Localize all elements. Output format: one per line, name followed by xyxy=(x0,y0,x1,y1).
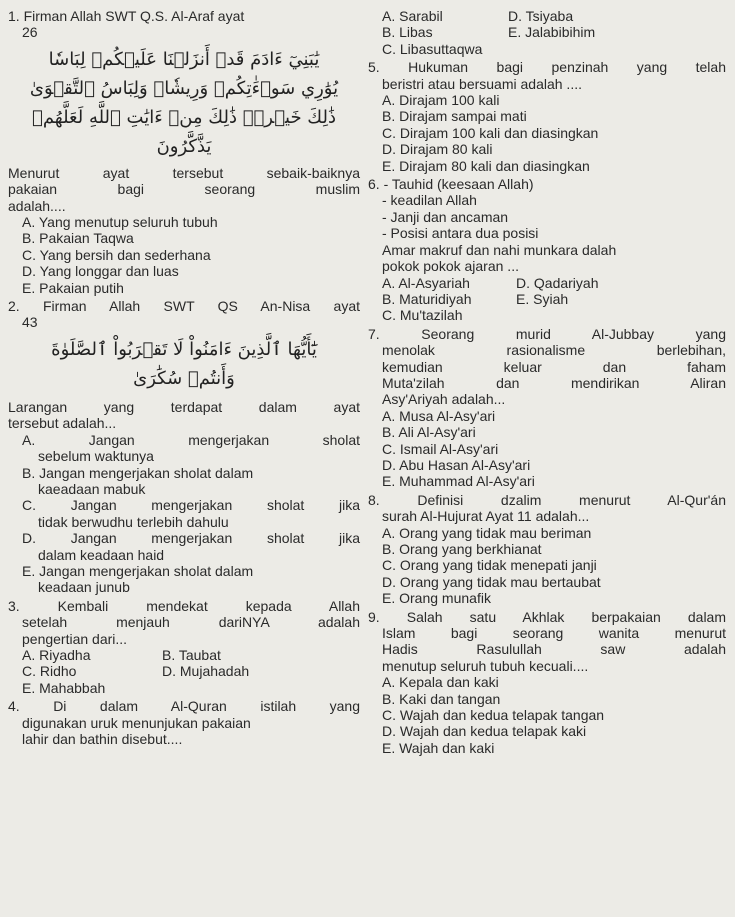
q4-option-a: A. Sarabil xyxy=(382,8,443,24)
q2-option-e: E. Jangan mengerjakan sholat dalam xyxy=(22,562,254,579)
q1-header: 1. Firman Allah SWT Q.S. Al-Araf ayat xyxy=(8,8,245,24)
q4-option-b: B. Libas xyxy=(382,24,433,41)
q6-stem: Amar makruf dan nahi munkara dalah xyxy=(382,241,617,258)
q1-option-b: B. Pakaian Taqwa xyxy=(22,230,134,247)
question-3 xyxy=(8,598,360,696)
q3-stem: 3. Kembali mendekat kepada Allah xyxy=(8,597,360,614)
q1-option-e: E. Pakaian putih xyxy=(22,279,124,296)
question-8 xyxy=(368,492,726,607)
question-4-options xyxy=(368,8,726,57)
q7-option-b: B. Ali Al-Asy'ari xyxy=(382,424,476,441)
q9-stem: Islam bagi seorang wanita menurut xyxy=(382,625,726,642)
q6-option-d: D. Qadariyah xyxy=(516,274,599,291)
question-1 xyxy=(8,8,360,296)
left-column xyxy=(8,8,360,747)
q2-option-c: C. Jangan mengerjakan sholat jika xyxy=(22,497,360,514)
q7-option-e: E. Muhammad Al-Asy'ari xyxy=(382,473,535,490)
q3-option-d: D. Mujahadah xyxy=(162,663,250,680)
q6-option-b: B. Maturidiyah xyxy=(382,290,472,307)
q7-option-c: C. Ismail Al-Asy'ari xyxy=(382,440,499,457)
q7-stem: kemudian keluar dan faham xyxy=(382,358,726,375)
q2-stem: tersebut adalah... xyxy=(8,415,117,432)
q8-option-c: C. Orang yang tidak menepati janji xyxy=(382,557,597,574)
q4-stem: digunakan uruk menunjukan pakaian xyxy=(22,714,251,731)
q5-option-d: D. Dirajam 80 kali xyxy=(382,141,493,158)
q2-option-d: D. Jangan mengerjakan sholat jika xyxy=(22,530,360,547)
q1-header-cont: 26 xyxy=(22,24,38,41)
q2-option-a: A. Jangan mengerjakan sholat xyxy=(22,431,360,448)
q2-option-a-cont: sebelum waktunya xyxy=(38,448,154,465)
q7-stem: Muta'zilah dan mendirikan Aliran xyxy=(382,374,726,391)
arabic-line: يَذَّكَّرُونَ xyxy=(156,135,212,157)
q7-stem: menolak rasionalisme berlebihan, xyxy=(382,342,726,359)
q1-option-d: D. Yang longgar dan luas xyxy=(22,263,179,280)
q7-stem: 7. Seorang murid Al-Jubbay yang xyxy=(368,325,726,342)
q3-option-b: B. Taubat xyxy=(162,646,221,663)
arabic-line: يَٰبَنِيٓ ءَادَمَ قَدۡ أَنزَلۡنَا عَلَيۡكُمۡ لِبَاسٗا xyxy=(48,48,320,70)
q1-option-c: C. Yang bersih dan sederhana xyxy=(22,246,211,263)
question-6 xyxy=(368,176,726,324)
question-7 xyxy=(368,326,726,490)
q9-option-a: A. Kepala dan kaki xyxy=(382,674,499,691)
q6-stem: 6. - Tauhid (keesaan Allah) xyxy=(368,176,534,193)
q6-stem: - Posisi antara dua posisi xyxy=(382,225,539,242)
q5-option-e: E. Dirajam 80 kali dan diasingkan xyxy=(382,157,590,174)
q4-option-d: D. Tsiyaba xyxy=(508,8,574,24)
q1-stem: pakaian bagi seorang muslim xyxy=(8,181,360,198)
q2-header-cont: 43 xyxy=(22,314,38,331)
q2-stem: Larangan yang terdapat dalam ayat xyxy=(8,398,360,415)
q4-option-e: E. Jalabibihim xyxy=(508,24,596,41)
q9-option-c: C. Wajah dan kedua telapak tangan xyxy=(382,707,605,724)
q7-option-a: A. Musa Al-Asy'ari xyxy=(382,407,496,424)
q2-option-c-cont: tidak berwudhu terlebih dahulu xyxy=(38,513,229,530)
q4-stem: lahir dan bathin disebut.... xyxy=(22,731,183,747)
q8-option-a: A. Orang yang tidak mau beriman xyxy=(382,524,592,541)
q5-option-a: A. Dirajam 100 kali xyxy=(382,92,500,109)
q2-option-b-cont: kaeadaan mabuk xyxy=(38,480,146,497)
q6-stem: - keadilan Allah xyxy=(382,192,477,209)
q8-stem: 8. Definisi dzalim menurut Al-Qur'án xyxy=(368,491,726,508)
q5-option-b: B. Dirajam sampai mati xyxy=(382,108,527,125)
q7-stem: Asy'Ariyah adalah... xyxy=(382,391,506,408)
arabic-line: يُوَٰرِي سَوۡءَٰتِكُمۡ وَرِيشٗاۖ وَلِبَاسُ ٱلتَّقۡوَىٰ xyxy=(29,77,339,99)
q2-option-e-cont: keadaan junub xyxy=(38,579,130,596)
q9-option-b: B. Kaki dan tangan xyxy=(382,690,501,707)
q1-stem: adalah.... xyxy=(8,197,66,214)
q1-option-a: A. Yang menutup seluruh tubuh xyxy=(22,214,218,231)
q6-option-a: A. Al-Asyariah xyxy=(382,274,470,291)
q9-stem: menutup seluruh tubuh kecuali.... xyxy=(382,657,589,674)
arabic-line: ذَٰلِكَ خَيۡرٞۚ ذَٰلِكَ مِنۡ ءَايَٰتِ ٱللَّهِ لَعَلَّهُمۡ xyxy=(32,106,336,128)
q9-stem: Hadis Rasulullah saw adalah xyxy=(382,641,726,658)
question-2 xyxy=(8,298,360,596)
q2-arabic-verse xyxy=(8,335,360,393)
question-4-stem xyxy=(8,698,360,747)
q7-option-d: D. Abu Hasan Al-Asy'ari xyxy=(382,456,531,473)
q2-header: 2. Firman Allah SWT QS An-Nisa ayat xyxy=(8,298,360,315)
q2-option-b: B. Jangan mengerjakan sholat dalam xyxy=(22,464,254,481)
q3-stem: setelah menjauh dariNYA adalah xyxy=(22,614,360,631)
q8-stem: surah Al-Hujurat Ayat 11 adalah... xyxy=(382,508,590,525)
q3-option-a: A. Riyadha xyxy=(22,646,91,663)
q3-stem: pengertian dari... xyxy=(22,630,128,647)
right-column xyxy=(368,8,726,756)
q9-option-e: E. Wajah dan kaki xyxy=(382,739,495,756)
q6-stem: pokok pokok ajaran ... xyxy=(382,258,519,275)
q3-option-c: C. Ridho xyxy=(22,663,77,680)
q5-option-c: C. Dirajam 100 kali dan diasingkan xyxy=(382,124,599,141)
arabic-line: وَأَنتُمۡ سُكَٰرَىٰ xyxy=(133,367,235,389)
q2-option-d-cont: dalam keadaan haid xyxy=(38,546,165,563)
q6-option-c: C. Mu'tazilah xyxy=(382,307,463,324)
q1-arabic-verse xyxy=(8,45,360,161)
q6-option-e: E. Syiah xyxy=(516,290,569,307)
q6-stem: - Janji dan ancaman xyxy=(382,208,509,225)
q8-option-d: D. Orang yang tidak mau bertaubat xyxy=(382,573,601,590)
q8-option-e: E. Orang munafik xyxy=(382,590,491,607)
q3-option-e: E. Mahabbah xyxy=(22,679,106,696)
question-9 xyxy=(368,609,726,757)
q4-option-c: C. Libasuttaqwa xyxy=(382,40,483,57)
q9-option-d: D. Wajah dan kedua telapak kaki xyxy=(382,723,587,740)
q5-stem: 5. Hukuman bagi penzinah yang telah xyxy=(368,59,726,76)
arabic-line: يَٰٓأَيُّهَا ٱلَّذِينَ ءَامَنُواْ لَا تَقۡرَبُواْ ٱلصَّلَوٰةَ xyxy=(51,338,317,360)
q4-stem: 4. Di dalam Al-Quran istilah yang xyxy=(8,698,360,715)
q8-option-b: B. Orang yang berkhianat xyxy=(382,541,542,557)
q9-stem: 9. Salah satu Akhlak berpakaian dalam xyxy=(368,608,726,625)
q1-stem: Menurut ayat tersebut sebaik-baiknya xyxy=(8,164,360,181)
q5-stem: beristri atau bersuami adalah .... xyxy=(382,75,582,92)
question-5 xyxy=(368,59,726,174)
